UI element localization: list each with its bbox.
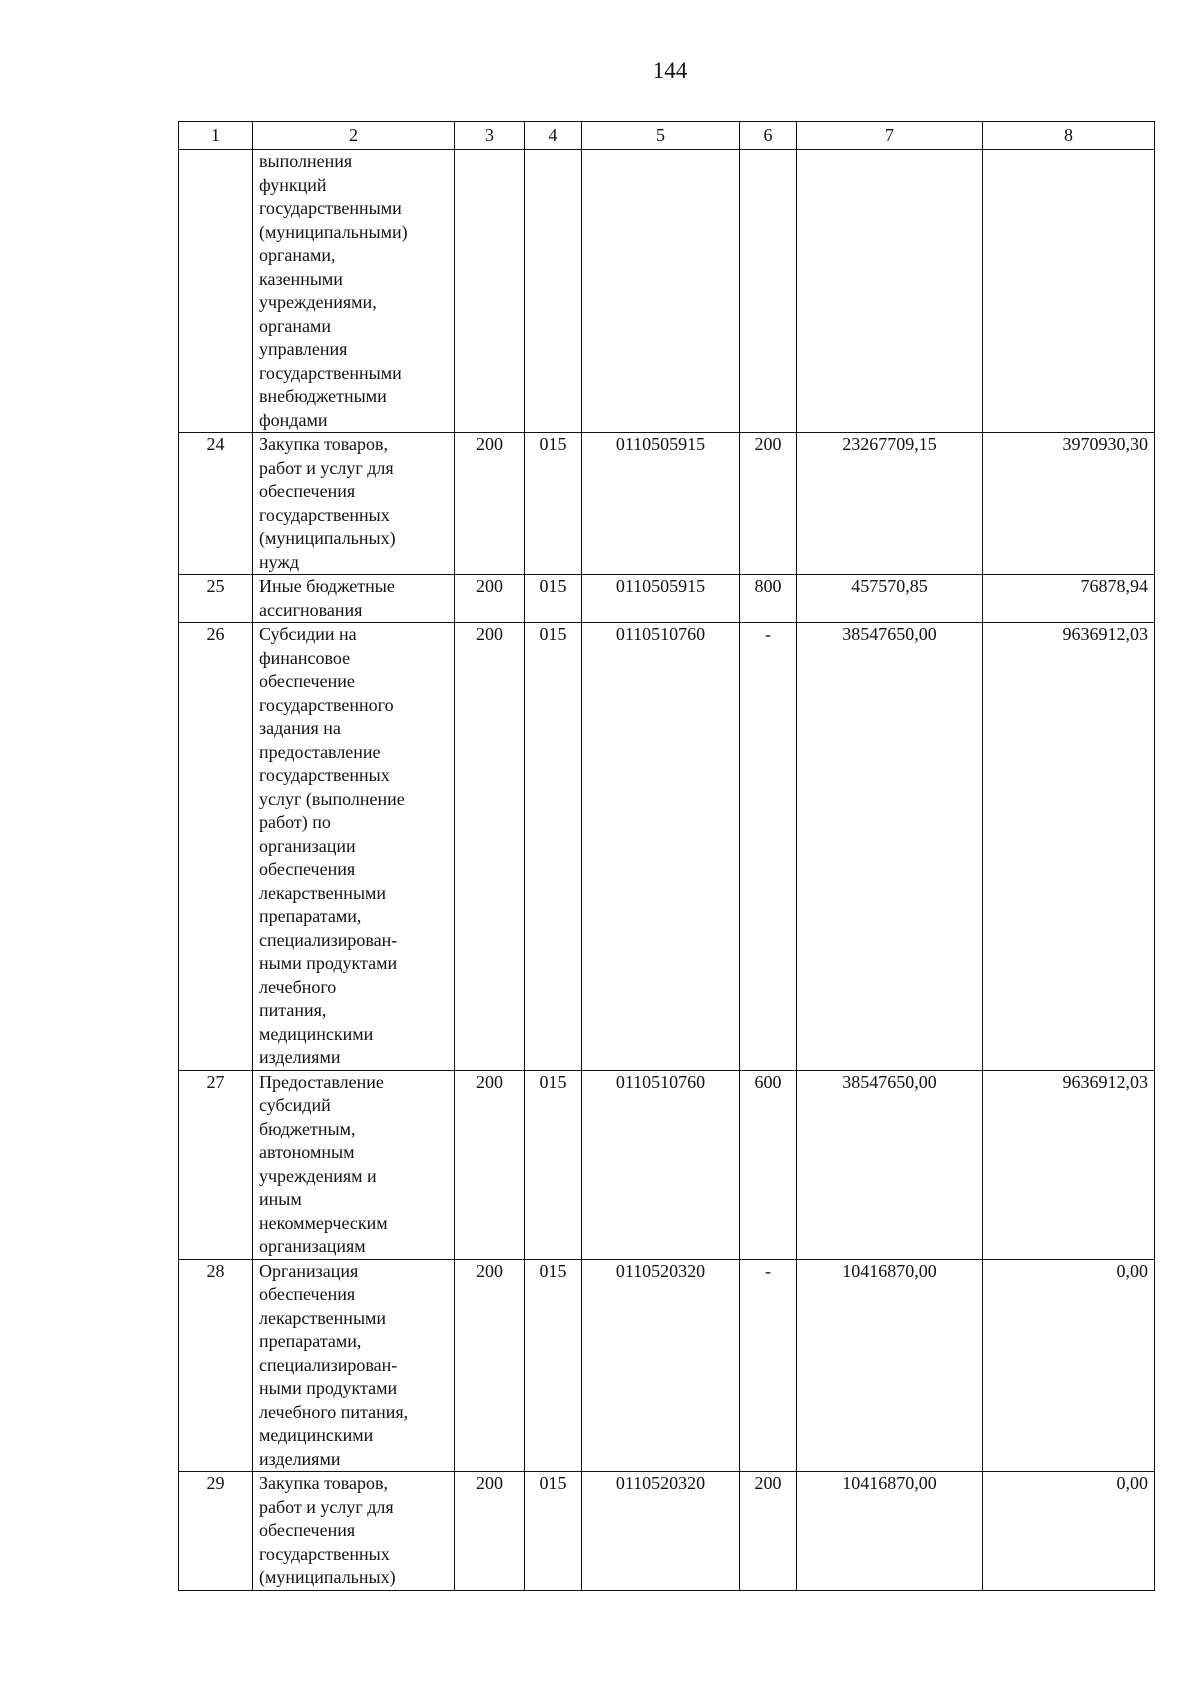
target-article-cell: 0110520320 <box>582 1472 740 1591</box>
description-line: внебюджетными <box>259 386 387 406</box>
description-line: лечебного питания, <box>259 1401 409 1422</box>
target-article-cell: 0110505915 <box>582 433 740 575</box>
description-line: специализирован- <box>259 1354 398 1375</box>
description-line: услуг (выполнение <box>259 788 405 809</box>
description-line: финансовое <box>259 647 351 668</box>
code-cell: 200 <box>455 1259 525 1472</box>
amount-cell <box>797 150 983 433</box>
amount-cell: 38547650,00 <box>797 623 983 1071</box>
description-line: ными продуктами <box>259 953 398 973</box>
row-number-cell: 24 <box>179 433 253 575</box>
description-cell <box>253 1259 455 1472</box>
description-line: государственного <box>259 694 394 715</box>
table-row <box>179 1070 1155 1259</box>
description-line: органами <box>259 315 332 336</box>
description-line: препаратами, <box>259 1331 362 1351</box>
code-cell <box>455 150 525 433</box>
amount-executed-cell: 9636912,03 <box>983 623 1155 1071</box>
description-line: питания, <box>259 1000 327 1020</box>
column-header: 6 <box>740 122 797 150</box>
code-cell: 200 <box>455 1472 525 1591</box>
code-cell: 200 <box>455 1070 525 1259</box>
amount-executed-cell: 9636912,03 <box>983 1070 1155 1259</box>
column-header: 3 <box>455 122 525 150</box>
code-cell: 200 <box>455 575 525 623</box>
description-cell <box>253 575 455 623</box>
description-line: работ и услуг для <box>259 1496 394 1517</box>
description-line: ными продуктами <box>259 1378 398 1398</box>
description-line: автономным <box>259 1142 355 1162</box>
description-line: организациям <box>259 1236 366 1256</box>
amount-cell: 457570,85 <box>797 575 983 623</box>
expense-type-cell: 600 <box>740 1070 797 1259</box>
row-number-cell: 29 <box>179 1472 253 1591</box>
amount-cell: 23267709,15 <box>797 433 983 575</box>
description-line: специализирован- <box>259 929 398 950</box>
description-line: учреждениями, <box>259 292 377 312</box>
page-number: 144 <box>652 58 688 83</box>
description-line: работ и услуг для <box>259 457 394 478</box>
description-line: медицинскими <box>259 1425 374 1445</box>
amount-executed-cell: 76878,94 <box>983 575 1155 623</box>
description-line: Закупка товаров, <box>259 1473 388 1493</box>
description-line: функций <box>259 174 327 195</box>
target-article-cell: 0110510760 <box>582 1070 740 1259</box>
amount-executed-cell <box>983 150 1155 433</box>
department-code-cell: 015 <box>525 1472 582 1591</box>
description-line: обеспечения <box>259 481 356 501</box>
department-code-cell: 015 <box>525 433 582 575</box>
description-line: Субсидии на <box>259 624 357 644</box>
row-number-cell: 25 <box>179 575 253 623</box>
table-row <box>179 1472 1155 1591</box>
description-cell <box>253 1472 455 1591</box>
department-code-cell: 015 <box>525 575 582 623</box>
description-line: некоммерческим <box>259 1212 388 1233</box>
target-article-cell <box>582 150 740 433</box>
department-code-cell: 015 <box>525 1070 582 1259</box>
description-line: управления <box>259 339 348 359</box>
description-line: (муниципальных) <box>259 528 396 548</box>
description-line: государственными <box>259 198 402 218</box>
department-code-cell <box>525 150 582 433</box>
description-line: медицинскими <box>259 1023 374 1044</box>
amount-cell: 10416870,00 <box>797 1259 983 1472</box>
amount-executed-cell: 0,00 <box>983 1472 1155 1591</box>
description-cell <box>253 623 455 1071</box>
row-number-cell: 26 <box>179 623 253 1071</box>
description-line: государственных <box>259 1543 390 1564</box>
description-line: бюджетным, <box>259 1118 356 1139</box>
expense-type-cell: 800 <box>740 575 797 623</box>
description-line: обеспечения <box>259 1520 356 1540</box>
description-line: предоставление <box>259 741 381 762</box>
description-line: субсидий <box>259 1095 331 1115</box>
row-number-cell: 27 <box>179 1070 253 1259</box>
amount-cell: 38547650,00 <box>797 1070 983 1259</box>
expense-type-cell: 200 <box>740 1472 797 1591</box>
description-line: ассигнования <box>259 599 363 620</box>
description-cell <box>253 150 455 433</box>
description-line: обеспечение <box>259 671 355 691</box>
table-row <box>179 433 1155 575</box>
description-line: (муниципальными) <box>259 221 408 242</box>
description-line: обеспечения <box>259 859 356 879</box>
description-line: изделиями <box>259 1047 341 1067</box>
expense-type-cell: - <box>740 1259 797 1472</box>
description-cell <box>253 433 455 575</box>
column-header: 7 <box>797 122 983 150</box>
description-line: государственных <box>259 765 390 785</box>
table-row <box>179 575 1155 623</box>
description-line: лекарственными <box>259 1307 387 1328</box>
description-line: обеспечения <box>259 1284 356 1304</box>
expense-type-cell <box>740 150 797 433</box>
table-row <box>179 1259 1155 1472</box>
description-line: учреждениям и <box>259 1165 377 1186</box>
expense-type-cell: 200 <box>740 433 797 575</box>
description-line: (муниципальных) <box>259 1567 396 1587</box>
description-line: задания на <box>259 718 341 738</box>
amount-executed-cell: 3970930,30 <box>983 433 1155 575</box>
column-header: 8 <box>983 122 1155 150</box>
description-line: лекарственными <box>259 882 387 903</box>
column-header: 2 <box>253 122 455 150</box>
column-header: 1 <box>179 122 253 150</box>
description-line: выполнения <box>259 151 353 171</box>
expense-type-cell: - <box>740 623 797 1071</box>
budget-table <box>178 121 1155 1591</box>
table-body <box>179 150 1155 1591</box>
department-code-cell: 015 <box>525 623 582 1071</box>
description-line: нужд <box>259 551 299 572</box>
code-cell: 200 <box>455 433 525 575</box>
table-row <box>179 623 1155 1071</box>
table-row <box>179 150 1155 433</box>
department-code-cell: 015 <box>525 1259 582 1472</box>
description-line: работ) по <box>259 812 331 832</box>
description-line: организации <box>259 835 356 856</box>
code-cell: 200 <box>455 623 525 1071</box>
amount-cell: 10416870,00 <box>797 1472 983 1591</box>
description-line: фондами <box>259 409 328 430</box>
description-line: Иные бюджетные <box>259 576 395 596</box>
description-line: Организация <box>259 1260 359 1281</box>
amount-executed-cell: 0,00 <box>983 1259 1155 1472</box>
target-article-cell: 0110520320 <box>582 1259 740 1472</box>
description-line: изделиями <box>259 1448 341 1469</box>
header-row <box>179 122 1155 150</box>
description-line: казенными <box>259 268 343 289</box>
description-line: Закупка товаров, <box>259 434 388 454</box>
description-line: препаратами, <box>259 906 362 926</box>
target-article-cell: 0110510760 <box>582 623 740 1071</box>
description-line: органами, <box>259 245 336 265</box>
description-line: Предоставление <box>259 1071 384 1092</box>
column-header: 5 <box>582 122 740 150</box>
description-cell <box>253 1070 455 1259</box>
row-number-cell: 28 <box>179 1259 253 1472</box>
description-line: лечебного <box>259 976 337 997</box>
description-line: государственных <box>259 504 390 525</box>
description-line: государственными <box>259 362 402 383</box>
column-header: 4 <box>525 122 582 150</box>
target-article-cell: 0110505915 <box>582 575 740 623</box>
row-number-cell <box>179 150 253 433</box>
description-line: иным <box>259 1189 302 1209</box>
